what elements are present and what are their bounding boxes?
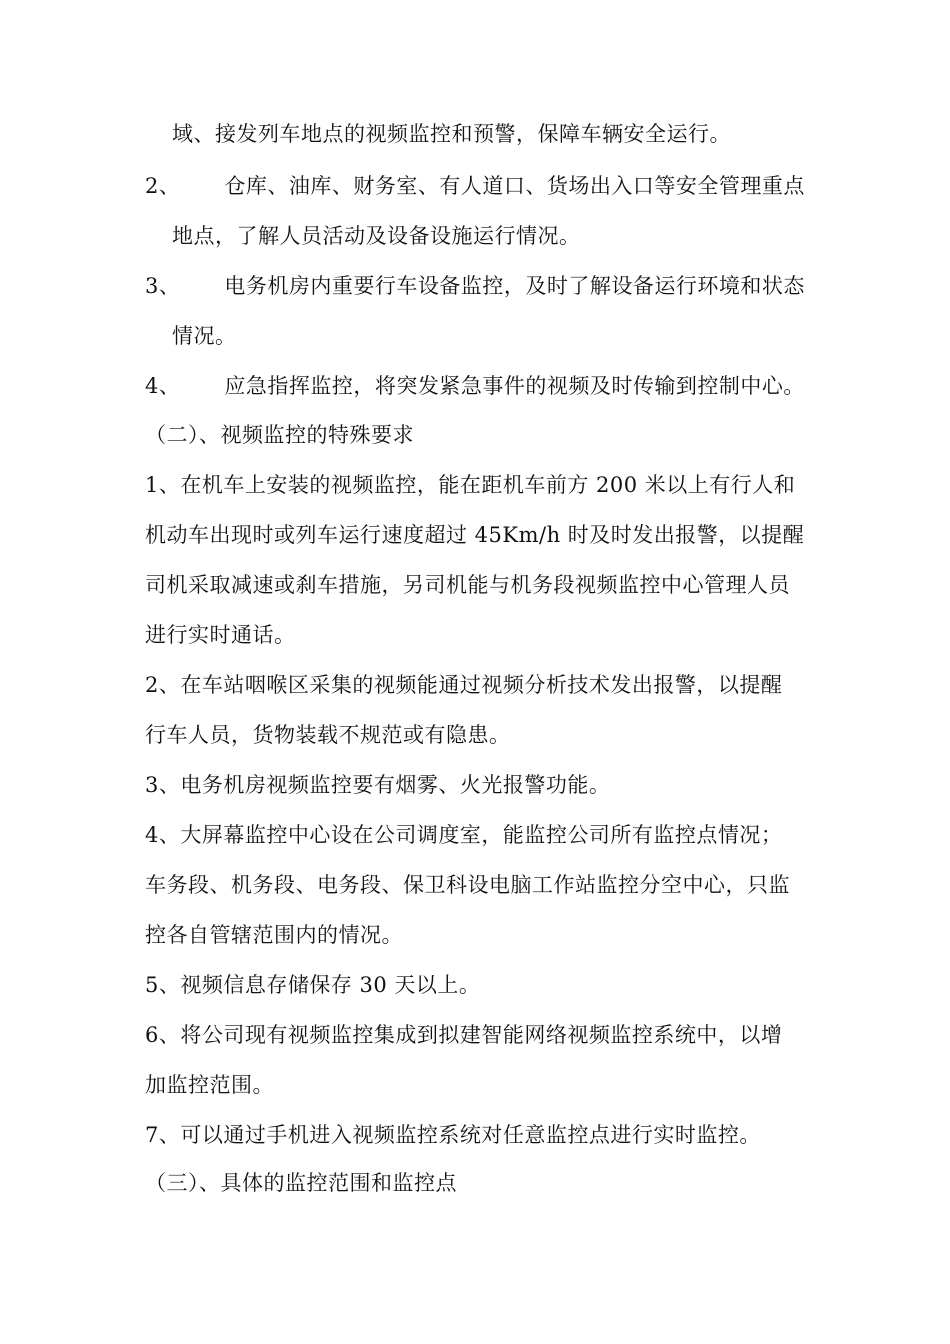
requirement-line: 6、将公司现有视频监控集成到拟建智能网络视频监控系统中，以增 xyxy=(145,1023,783,1047)
item-number: 3、 xyxy=(145,274,181,298)
requirement-line: 司机采取减速或刹车措施，另司机能与机务段视频监控中心管理人员 xyxy=(145,573,790,597)
paragraph-line: 情况。 xyxy=(172,324,237,348)
requirement-line: 机动车出现时或列车运行速度超过 45Km/h 时及时发出报警，以提醒 xyxy=(145,523,805,547)
item-number: 2、 xyxy=(145,174,181,198)
section-heading: （二）、视频监控的特殊要求 xyxy=(145,423,414,447)
requirement-line: 行车人员，货物装载不规范或有隐患。 xyxy=(145,723,511,747)
paragraph-line: 地点，了解人员活动及设备设施运行情况。 xyxy=(172,224,581,248)
requirement-line: 1、在机车上安装的视频监控，能在距机车前方 200 米以上有行人和 xyxy=(145,473,796,497)
paragraph-line: 应急指挥监控，将突发紧急事件的视频及时传输到控制中心。 xyxy=(224,374,805,398)
requirement-line: 2、在车站咽喉区采集的视频能通过视频分析技术发出报警，以提醒 xyxy=(145,673,783,697)
requirement-line: 进行实时通话。 xyxy=(145,623,296,647)
section-heading: （三）、具体的监控范围和监控点 xyxy=(145,1171,457,1195)
requirement-line: 5、视频信息存储保存 30 天以上。 xyxy=(145,973,481,997)
numbered-paragraph xyxy=(145,272,805,300)
requirement-line: 加监控范围。 xyxy=(145,1073,274,1097)
item-number: 4、 xyxy=(145,374,181,398)
numbered-paragraph xyxy=(145,172,805,200)
requirement-line: 控各自管辖范围内的情况。 xyxy=(145,923,403,947)
numbered-paragraph xyxy=(145,372,805,400)
requirement-line: 3、电务机房视频监控要有烟雾、火光报警功能。 xyxy=(145,773,611,797)
requirement-line: 车务段、机务段、电务段、保卫科设电脑工作站监控分空中心，只监 xyxy=(145,873,790,897)
paragraph-line: 域、接发列车地点的视频监控和预警，保障车辆安全运行。 xyxy=(172,122,731,146)
requirement-line: 4、大屏幕监控中心设在公司调度室，能监控公司所有监控点情况； xyxy=(145,823,783,847)
requirement-line: 7、可以通过手机进入视频监控系统对任意监控点进行实时监控。 xyxy=(145,1123,761,1147)
paragraph-line: 仓库、油库、财务室、有人道口、货场出入口等安全管理重点 xyxy=(224,174,805,198)
paragraph-line: 电务机房内重要行车设备监控，及时了解设备运行环境和状态 xyxy=(224,274,805,298)
